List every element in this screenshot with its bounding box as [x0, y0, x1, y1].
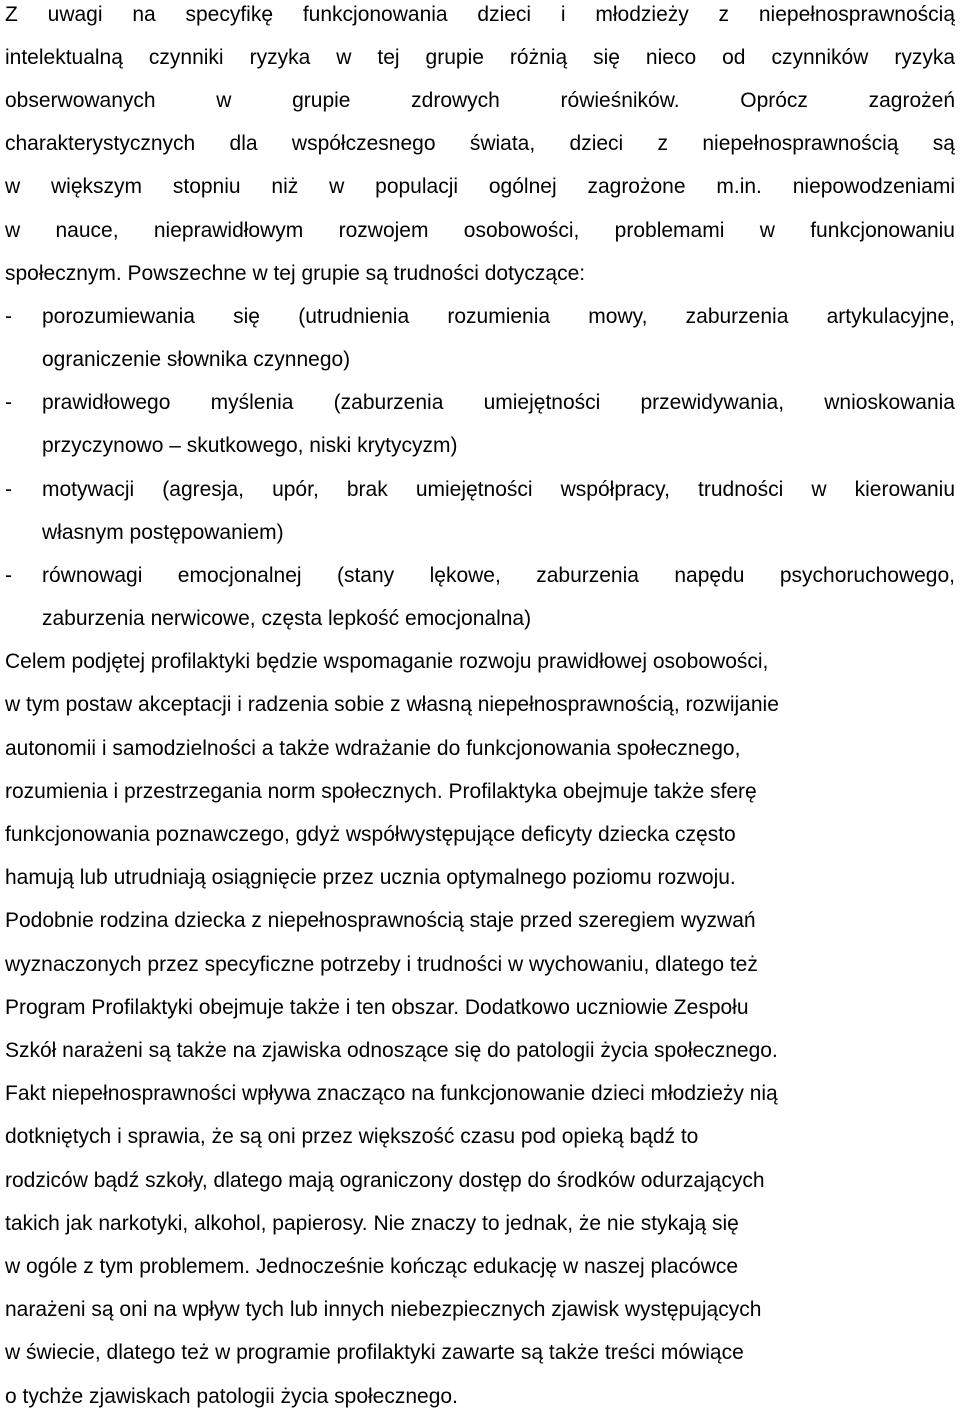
intro-line-6: w nauce, nieprawidłowym rozwojem osobowości, problemami w funkcjonowaniu — [5, 219, 955, 242]
body-line-6: hamują lub utrudniają osiągnięcie przez ucznia optymalnego poziomu rozwoju. — [5, 866, 736, 889]
body-line-3: autonomii i samodzielności a także wdrażanie do funkcjonowania społecznego, — [5, 737, 741, 760]
body-line-5: funkcjonowania poznawczego, gdyż współwystępujące deficyty dziecka często — [5, 823, 736, 846]
body-line-1: Celem podjętej profilaktyki będzie wspomaganie rozwoju prawidłowej osobowości, — [5, 650, 769, 673]
body-line-12: dotkniętych i sprawia, że są oni przez większość czasu pod opieką bądź to — [5, 1125, 699, 1148]
body-line-8: wyznaczonych przez specyficzne potrzeby i trudności w wychowaniu, dlatego też — [5, 953, 758, 976]
bullet-marker: - — [5, 564, 12, 587]
bullet-continuation: ograniczenie słownika czynnego) — [42, 348, 351, 371]
bullet-marker: - — [5, 305, 12, 328]
bullet-marker: - — [5, 391, 12, 414]
body-line-15: w ogóle z tym problemem. Jednocześnie kończąc edukację w naszej placówce — [5, 1255, 739, 1278]
bullet-text: prawidłowego myślenia (zaburzenia umiejętności przewidywania, wnioskowania — [42, 391, 955, 414]
intro-line-2: intelektualną czynniki ryzyka w tej grupie różnią się nieco od czynników ryzyka — [5, 46, 955, 69]
body-line-10: Szkół narażeni są także na zjawiska odnoszące się do patologii życia społecznego. — [5, 1039, 778, 1062]
intro-line-3: obserwowanych w grupie zdrowych rówieśników. Oprócz zagrożeń — [5, 89, 955, 112]
bullet-text: równowagi emocjonalnej (stany lękowe, zaburzenia napędu psychoruchowego, — [42, 564, 955, 587]
body-line-9: Program Profilaktyki obejmuje także i ten obszar. Dodatkowo uczniowie Zespołu — [5, 996, 749, 1019]
body-line-17: w świecie, dlatego też w programie profilaktyki zawarte są także treści mówiące — [5, 1341, 744, 1364]
intro-line-1: Z uwagi na specyfikę funkcjonowania dzieci i młodzieży z niepełnosprawnością — [5, 3, 955, 26]
body-line-4: rozumienia i przestrzegania norm społecznych. Profilaktyka obejmuje także sferę — [5, 780, 757, 803]
bullet-marker: - — [5, 478, 12, 501]
body-line-18: o tychże zjawiskach patologii życia społecznego. — [5, 1385, 458, 1408]
intro-line-5: w większym stopniu niż w populacji ogólnej zagrożone m.in. niepowodzeniami — [5, 175, 955, 198]
bullet-text: porozumiewania się (utrudnienia rozumienia mowy, zaburzenia artykulacyjne, — [42, 305, 955, 328]
intro-line-7: społecznym. Powszechne w tej grupie są trudności dotyczące: — [5, 262, 586, 285]
bullet-continuation: zaburzenia nerwicowe, częsta lepkość emocjonalna) — [42, 607, 532, 630]
intro-line-4: charakterystycznych dla współczesnego świata, dzieci z niepełnosprawnością są — [5, 132, 955, 155]
body-line-7: Podobnie rodzina dziecka z niepełnosprawnością staje przed szeregiem wyzwań — [5, 909, 756, 932]
body-line-16: narażeni są oni na wpływ tych lub innych niebezpiecznych zjawisk występujących — [5, 1298, 762, 1321]
body-line-14: takich jak narkotyki, alkohol, papierosy. Nie znaczy to jednak, że nie stykają się — [5, 1212, 739, 1235]
bullet-continuation: własnym postępowaniem) — [42, 521, 284, 544]
bullet-continuation: przyczynowo – skutkowego, niski krytycyzm) — [42, 434, 458, 457]
body-line-13: rodziców bądź szkoły, dlatego mają ograniczony dostęp do środków odurzających — [5, 1169, 765, 1192]
bullet-text: motywacji (agresja, upór, brak umiejętności współpracy, trudności w kierowaniu — [42, 478, 955, 501]
body-line-11: Fakt niepełnosprawności wpływa znacząco na funkcjonowanie dzieci młodzieży nią — [5, 1082, 778, 1105]
body-line-2: w tym postaw akceptacji i radzenia sobie z własną niepełnosprawnością, rozwijanie — [5, 693, 779, 716]
